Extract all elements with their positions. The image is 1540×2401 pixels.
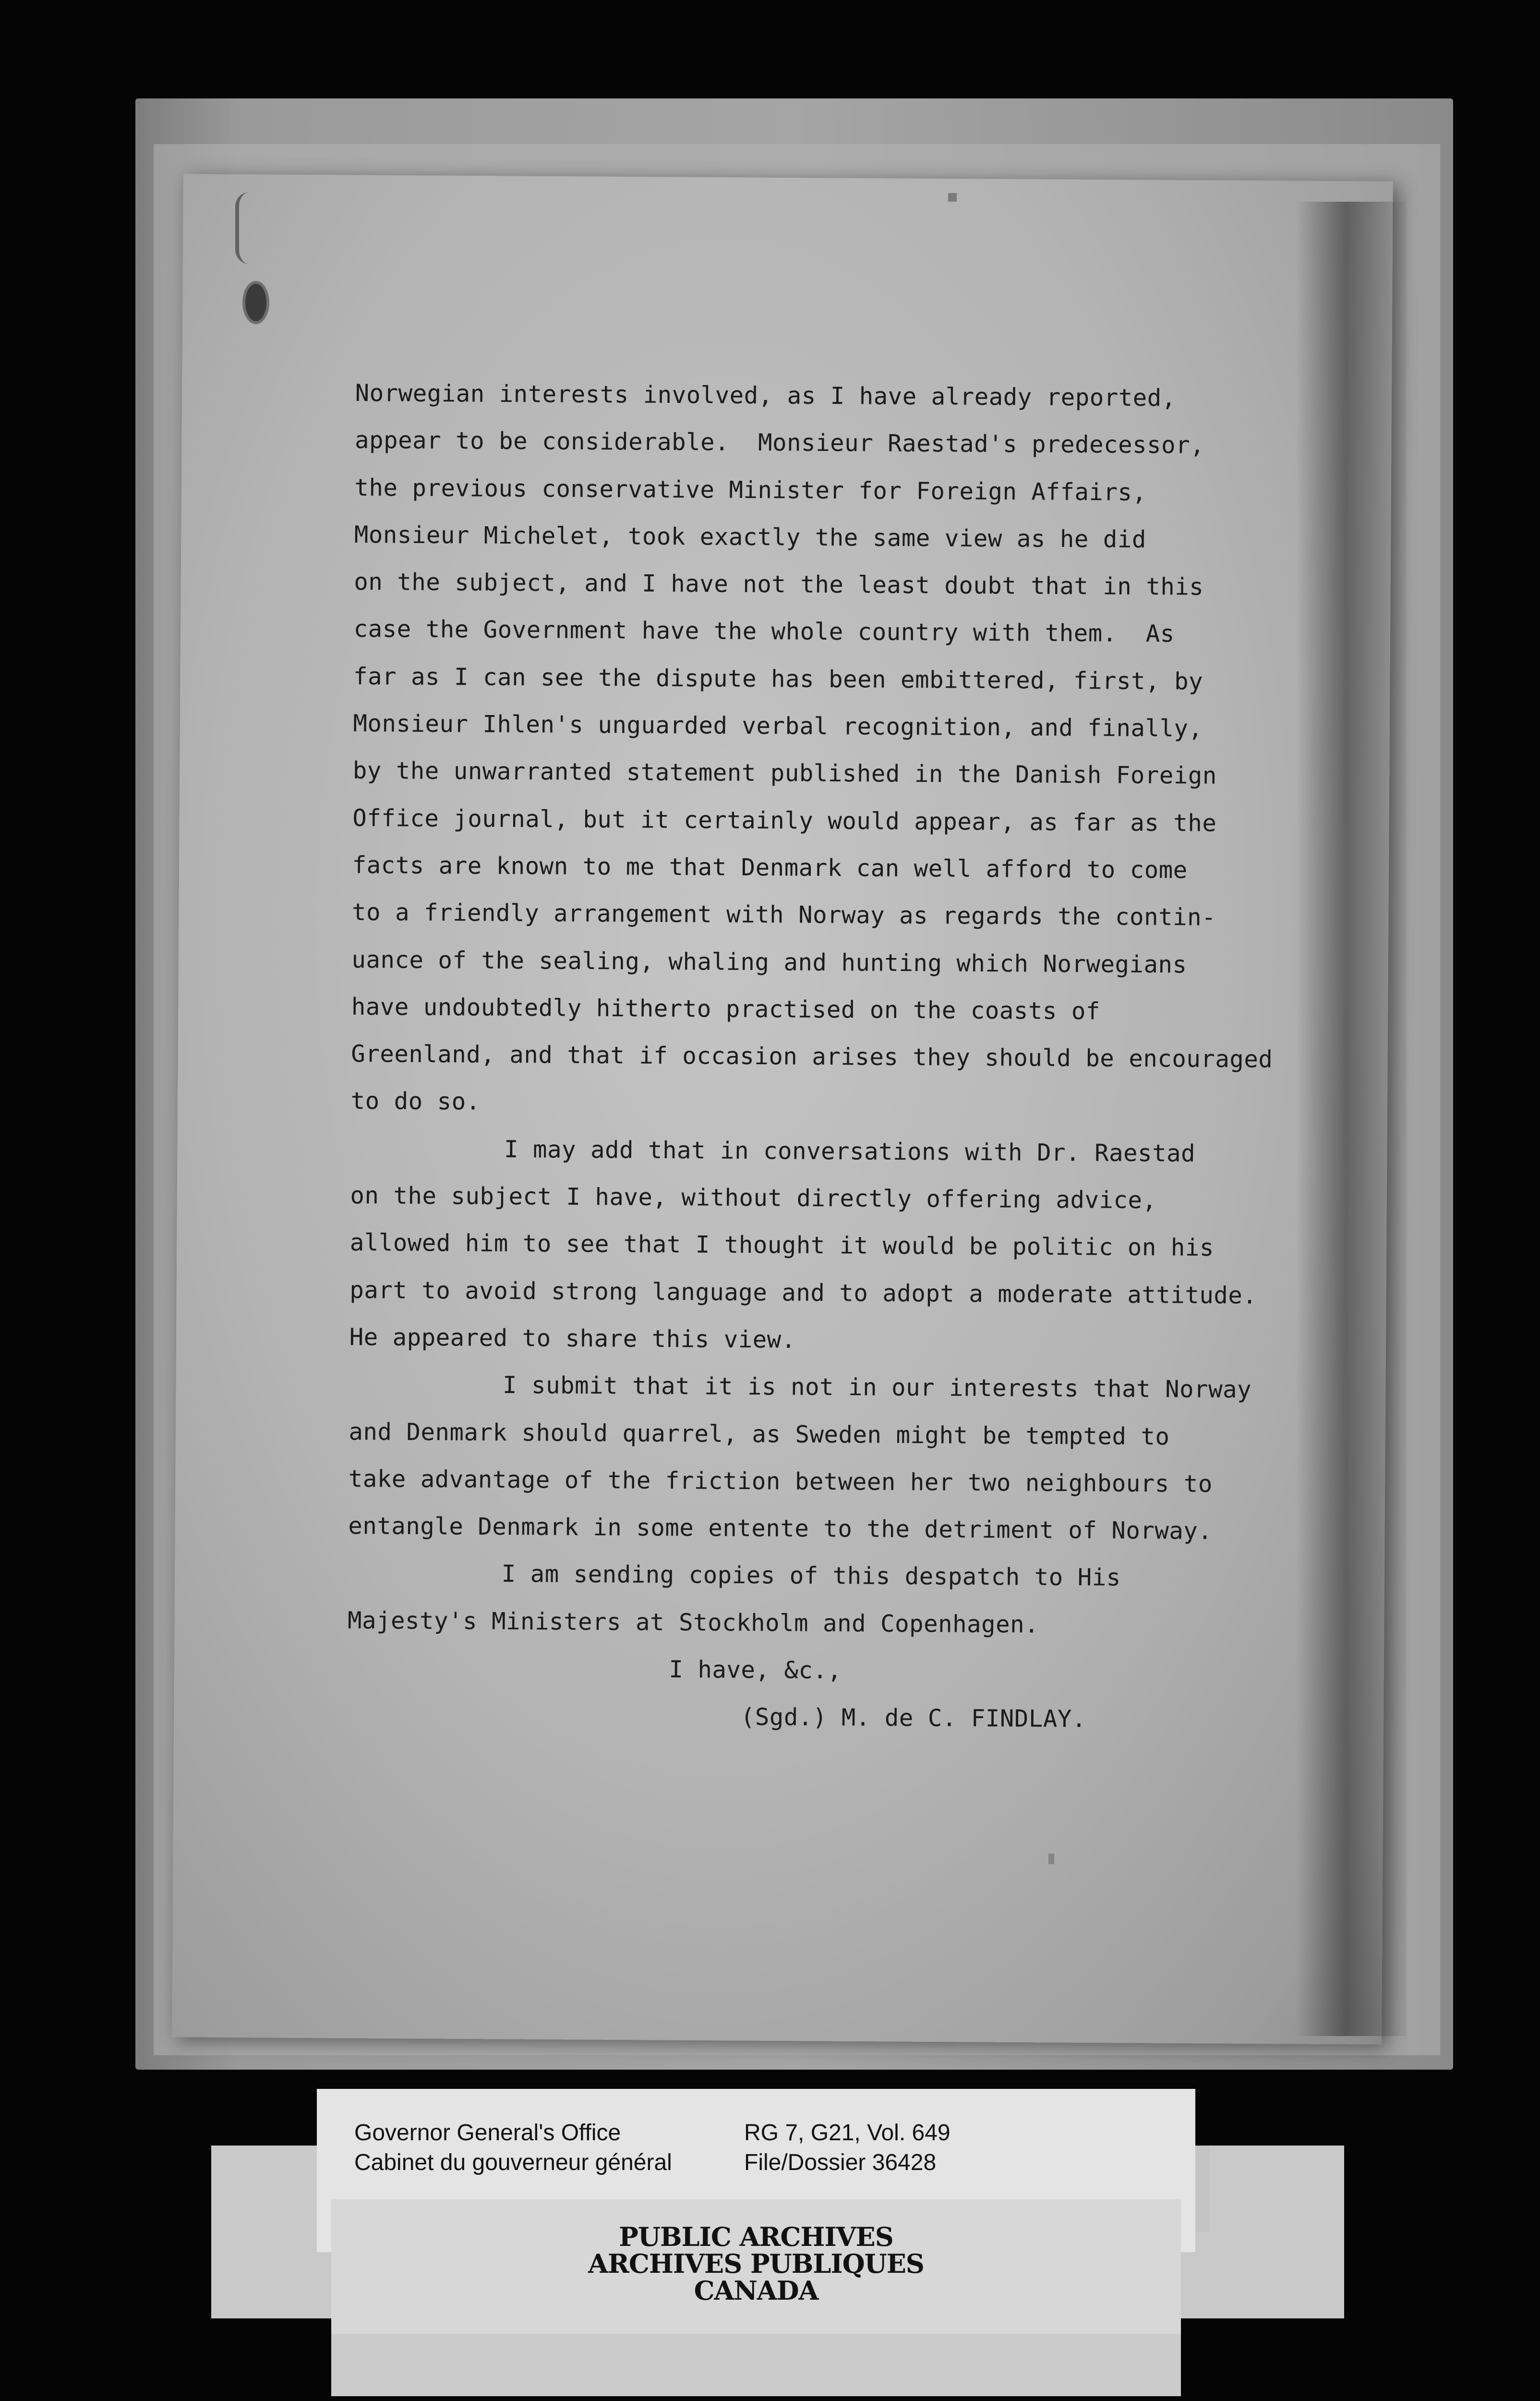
text-line: I am sending copies of this despatch to His [501,1560,1121,1592]
text-line: on the subject I have, without directly offering advice, [350,1182,1157,1214]
punch-hole [242,281,269,324]
text-line: Office journal, but it certainly would appear, as far as the [352,804,1217,837]
text-line: appear to be considerable. Monsieur Raestad's predecessor, [354,426,1205,460]
text-line: to do so. [350,1087,481,1116]
text-line: Monsieur Michelet, took exactly the same view as he did [354,521,1147,553]
text-line: I may add that in conversations with Dr. Raestad [504,1135,1196,1167]
staple-mark [235,192,261,264]
page-mark [1048,1854,1054,1864]
office-name-english: Governor General's Office [354,2120,621,2146]
text-line: the previous conservative Minister for Foreign Affairs, [354,473,1147,506]
page-mark [948,193,957,202]
text-line: I submit that it is not in our interests that Norway [502,1371,1252,1404]
text-line: have undoubtedly hitherto practised on the coasts of [351,993,1101,1025]
stamp-line: CANADA [694,2275,818,2306]
text-line: He appeared to share this view. [349,1323,796,1354]
text-line: uance of the sealing, whaling and hunting which Norwegians [351,946,1187,979]
text-line: facts are known to me that Denmark can well afford to come [352,851,1188,884]
text-line: on the subject, and I have not the least doubt that in this [354,568,1204,601]
stamp-line: PUBLIC ARCHIVES [619,2221,893,2252]
text-line: by the unwarranted statement published in the Danish Foreign [352,757,1217,790]
text-line: Monsieur Ihlen's unguarded verbal recognition, and finally, [353,710,1203,742]
text-line: and Denmark should quarrel, as Sweden might be tempted to [349,1418,1170,1450]
text-line: Greenland, and that if occasion arises they should be encouraged [351,1040,1273,1073]
office-name-french: Cabinet du gouverneur général [354,2150,672,2175]
public-archives-stamp [331,2223,1181,2304]
text-line: case the Government have the whole country with them. As [353,615,1175,648]
file-dossier-number: File/Dossier 36428 [744,2150,937,2175]
text-line: Majesty's Ministers at Stockholm and Copenhagen. [347,1606,1039,1638]
text-line: far as I can see the dispute has been embittered, first, by [353,662,1203,695]
closing-line: I have, &c., [669,1656,842,1685]
record-group-volume: RG 7, G21, Vol. 649 [744,2120,950,2146]
text-line: allowed him to see that I thought it would be politic on his [349,1229,1215,1262]
text-line: Norwegian interests involved, as I have already reported, [355,379,1176,412]
text-line: take advantage of the friction between her two neighbours to [348,1465,1213,1498]
text-line: entangle Denmark in some entente to the detriment of Norway. [348,1512,1213,1545]
text-line: part to avoid strong language and to adopt a moderate attitude. [349,1276,1257,1310]
signature-line: (Sgd.) M. de C. FINDLAY. [740,1703,1087,1733]
text-line: to a friendly arrangement with Norway as regards the contin- [351,898,1216,932]
typed-letter-body [347,370,1325,1745]
archive-label-strip [331,2334,1181,2396]
stamp-line: ARCHIVES PUBLIQUES [588,2248,924,2279]
